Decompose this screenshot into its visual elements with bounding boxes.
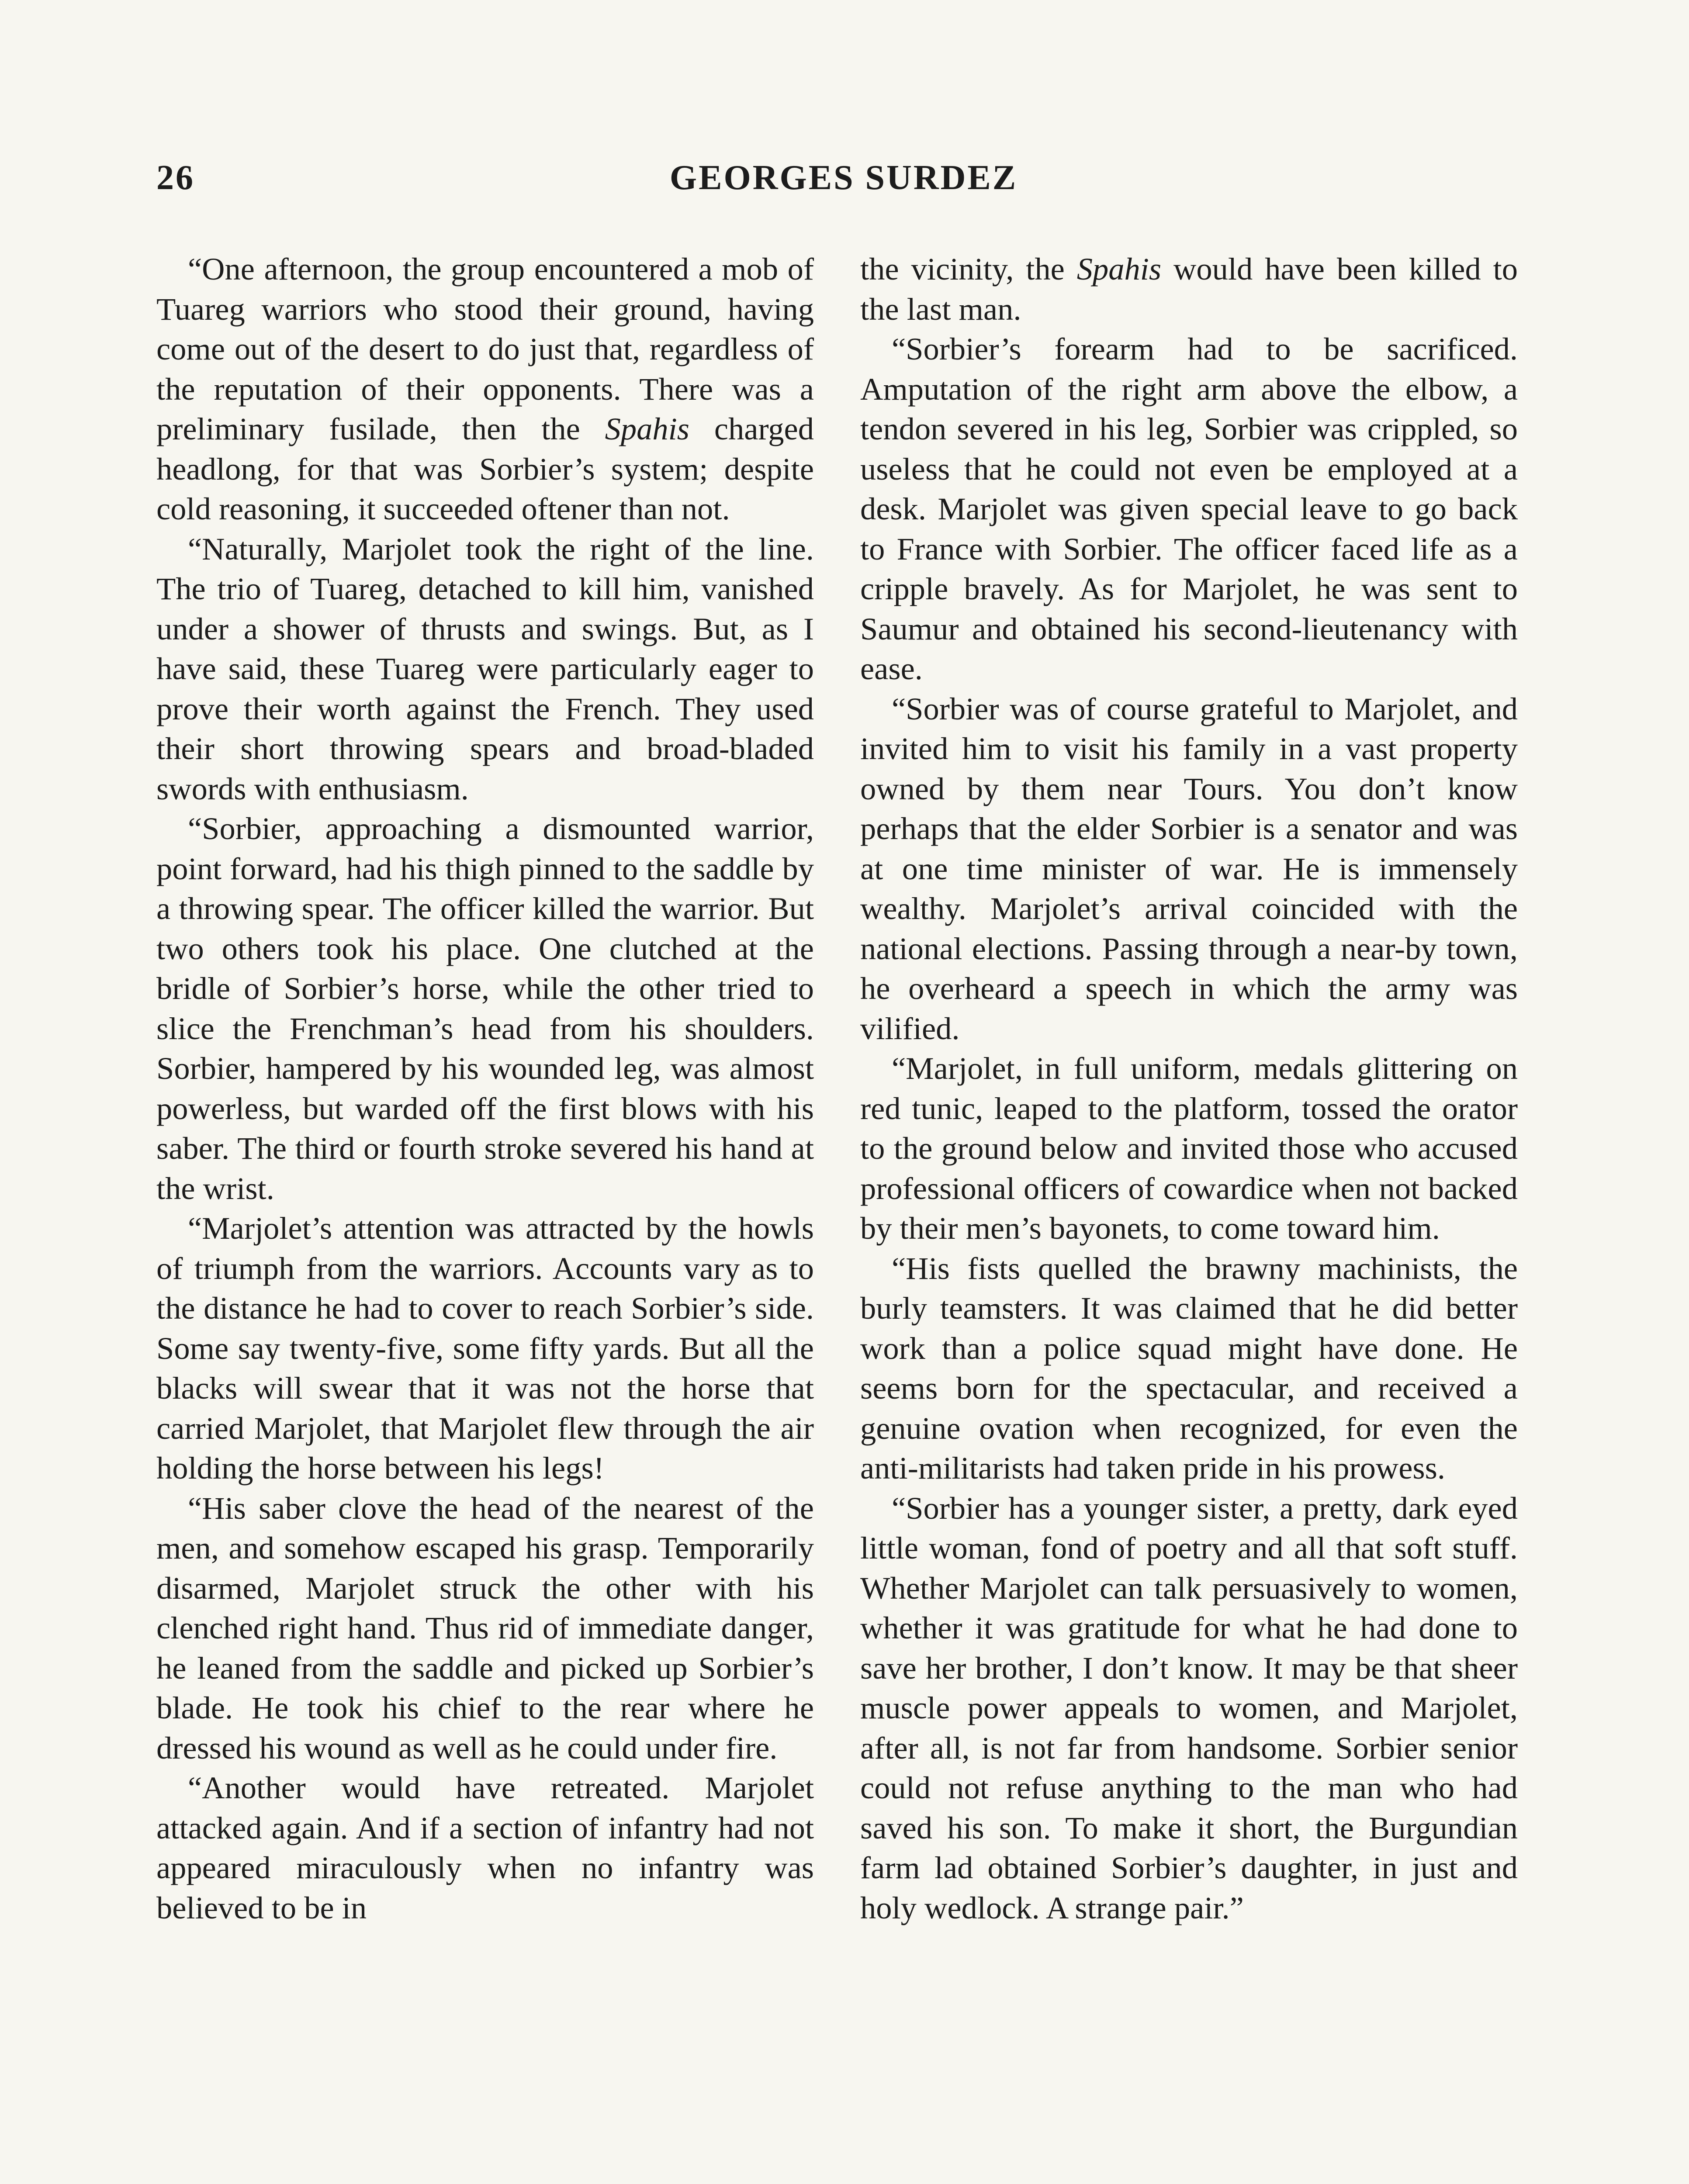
left-column	[156, 249, 814, 1928]
paragraph: “Sorbier, approaching a dismounted warrior, point forward, had his thigh pinned to the saddle by a throwing spear. The officer killed the warrior. But two others took his place. One clutched at the bridle of Sorbier’s horse, while the other tried to slice the Frenchman’s head from his shoulders. Sorbier, hampered by his wounded leg, was almost powerless, but warded off the first blows with his saber. The third or fourth stroke severed his hand at the wrist.	[156, 811, 814, 1206]
paragraph: “His saber clove the head of the nearest of the men, and somehow escaped his grasp. Temporarily disarmed, Marjolet struck the other with his clenched right hand. Thus rid of immediate danger, he leaned from the saddle and picked up Sorbier’s blade. He took his chief to the rear where he dressed his wound as well as he could under fire.	[156, 1490, 814, 1766]
italic-term: Spahis	[1076, 251, 1162, 287]
paragraph: “Marjolet, in full uniform, medals glittering on red tunic, leaped to the platform, tossed the orator to the ground below and invited those who accused professional officers of cowardice when not backed by their men’s bayonets, to come toward him.	[860, 1051, 1518, 1246]
paragraph: “Sorbier was of course grateful to Marjolet, and invited him to visit his family in a vast property owned by them near Tours. You don’t know perhaps that the elder Sorbier is a senator and was at one time minister of war. He is immensely wealthy. Marjolet’s arrival coincided with the national elections. Passing through a near-by town, he overheard a speech in which the army was vilified.	[860, 691, 1518, 1046]
text-columns	[156, 249, 1531, 2184]
page-number: 26	[156, 159, 195, 197]
paragraph: “Sorbier has a younger sister, a pretty, dark eyed little woman, fond of poetry and all that soft stuff. Whether Marjolet can talk persuasively to women, whether it was gratitude for what he had done to save her brother, I don’t know. It may be that sheer muscle power appeals to women, and Marjolet, after all, is not far from handsome. Sorbier senior could not refuse anything to the man who had saved his son. To make it short, the Burgundian farm lad obtained Sorbier’s daughter, in just and holy wedlock. A strange pair.”	[860, 1490, 1518, 1925]
paragraph: “Another would have retreated. Marjolet attacked again. And if a section of infantry had not appeared miraculously when no infantry was believed to be in	[156, 1770, 814, 1925]
paragraph	[156, 249, 814, 529]
running-head: GEORGES SURDEZ	[669, 159, 1018, 197]
paragraph: “His fists quelled the brawny machinists, the burly teamsters. It was claimed that he did better work than a police squad might have done. He seems born for the spectacular, and received a genuine ovation when recognized, for even the anti-militarists had taken pride in his prowess.	[860, 1250, 1518, 1486]
paragraph: “Marjolet’s attention was attracted by the howls of triumph from the warriors. Accounts vary as to the distance he had to cover to reach Sorbier’s side. Some say twenty-five, some fifty yards. But all the blacks will swear that it was not the horse that carried Marjolet, that Marjolet flew through the air holding the horse between his legs!	[156, 1210, 814, 1486]
italic-term: Spahis	[605, 411, 690, 446]
page-header	[156, 158, 1531, 206]
paragraph: “Naturally, Marjolet took the right of the line. The trio of Tuareg, detached to kill him, vanished under a shower of thrusts and swings. But, as I have said, these Tuareg were particularly eager to prove their worth against the French. They used their short throwing spears and broad-bladed swords with enthusiasm.	[156, 531, 814, 806]
paragraph-continued	[860, 249, 1518, 329]
paragraph-text: would have been killed to the last man.	[860, 251, 1518, 327]
paragraph-text: charged headlong, for that was Sorbier’s system; despite cold reasoning, it succeeded oftener than not.	[156, 411, 814, 526]
paragraph-text: “One afternoon, the group encountered a mob of Tuareg warriors who stood their ground, having come out of the desert to do just that, regardless of the reputation of their opponents. There was a preliminary fusilade, then the	[156, 251, 814, 446]
paragraph-text: the vicinity, the	[860, 251, 1077, 287]
paragraph: “Sorbier’s forearm had to be sacrificed. Amputation of the right arm above the elbow, a tendon severed in his leg, Sorbier was crippled, so useless that he could not even be employed at a desk. Marjolet was given special leave to go back to France with Sorbier. The officer faced life as a cripple bravely. As for Marjolet, he was sent to Saumur and obtained his second-lieutenancy with ease.	[860, 331, 1518, 686]
right-column	[860, 249, 1518, 1928]
